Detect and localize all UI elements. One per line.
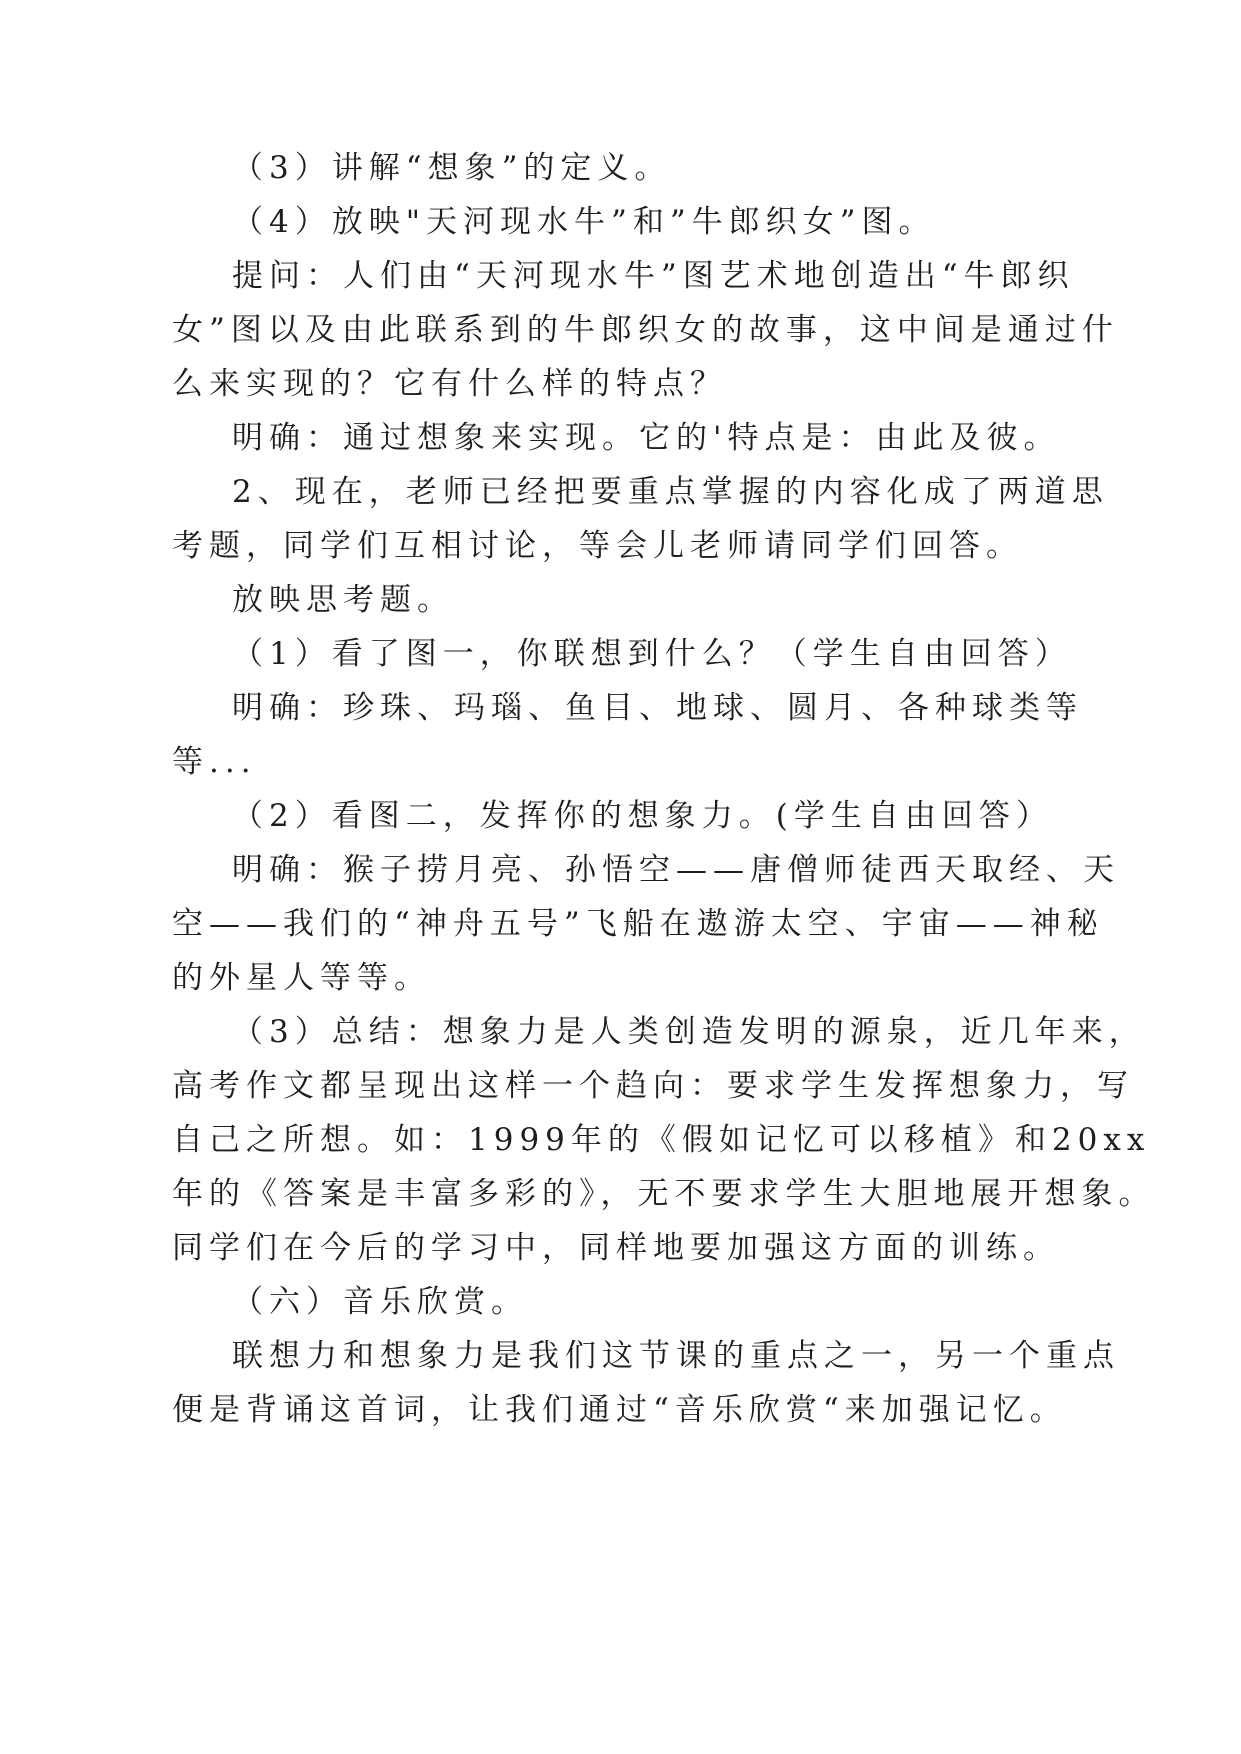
text-line: 考题，同学们互相讨论，等会儿老师请同学们回答。: [172, 528, 1023, 564]
text-line: （3）总结：想象力是人类创造发明的源泉，近几年来，: [232, 1014, 1146, 1050]
text-line: 的外星人等等。: [172, 960, 431, 996]
text-line: 联想力和想象力是我们这节课的重点之一，另一个重点: [232, 1338, 1120, 1374]
text-line: 女”图以及由此联系到的牛郎织女的故事，这中间是通过什: [172, 312, 1119, 348]
text-line: 提问：人们由“天河现水牛”图艺术地创造出“牛郎织: [232, 258, 1075, 294]
text-line: （4）放映"天河现水牛”和”牛郎织女”图。: [232, 204, 936, 240]
text-line: （六）音乐欣赏。: [232, 1284, 528, 1320]
text-line: 明确：通过想象来实现。它的'特点是：由此及彼。: [232, 420, 1061, 456]
text-line: 放映思考题。: [232, 582, 454, 618]
text-line: 等...: [172, 744, 257, 780]
text-line: （1）看了图一，你联想到什么？（学生自由回答）: [232, 636, 1072, 672]
text-line: 高考作文都呈现出这样一个趋向：要求学生发挥想象力，写: [172, 1068, 1134, 1104]
text-line: （2）看图二，发挥你的想象力。(学生自由回答）: [232, 798, 1053, 834]
text-line: 明确：珍珠、玛瑙、鱼目、地球、圆月、各种球类等: [232, 690, 1083, 726]
text-line: 同学们在今后的学习中，同样地要加强这方面的训练。: [172, 1230, 1060, 1266]
text-line: 年的《答案是丰富多彩的》，无不要求学生大胆地展开想象。: [172, 1176, 1156, 1212]
text-line: 么来实现的？它有什么样的特点？: [172, 366, 727, 402]
text-line: 明确：猴子捞月亮、孙悟空——唐僧师徒西天取经、天: [232, 852, 1120, 888]
text-line: 空——我们的“神舟五号”飞船在遨游太空、宇宙——神秘: [172, 906, 1104, 942]
text-line: 自己之所想。如：1999年的《假如记忆可以移植》和20xx: [172, 1122, 1151, 1158]
text-line: 2、现在，老师已经把要重点掌握的内容化成了两道思: [232, 474, 1109, 510]
text-line: （3）讲解“想象”的定义。: [232, 150, 672, 186]
text-line: 便是背诵这首词，让我们通过“音乐欣赏“来加强记忆。: [172, 1392, 1067, 1428]
